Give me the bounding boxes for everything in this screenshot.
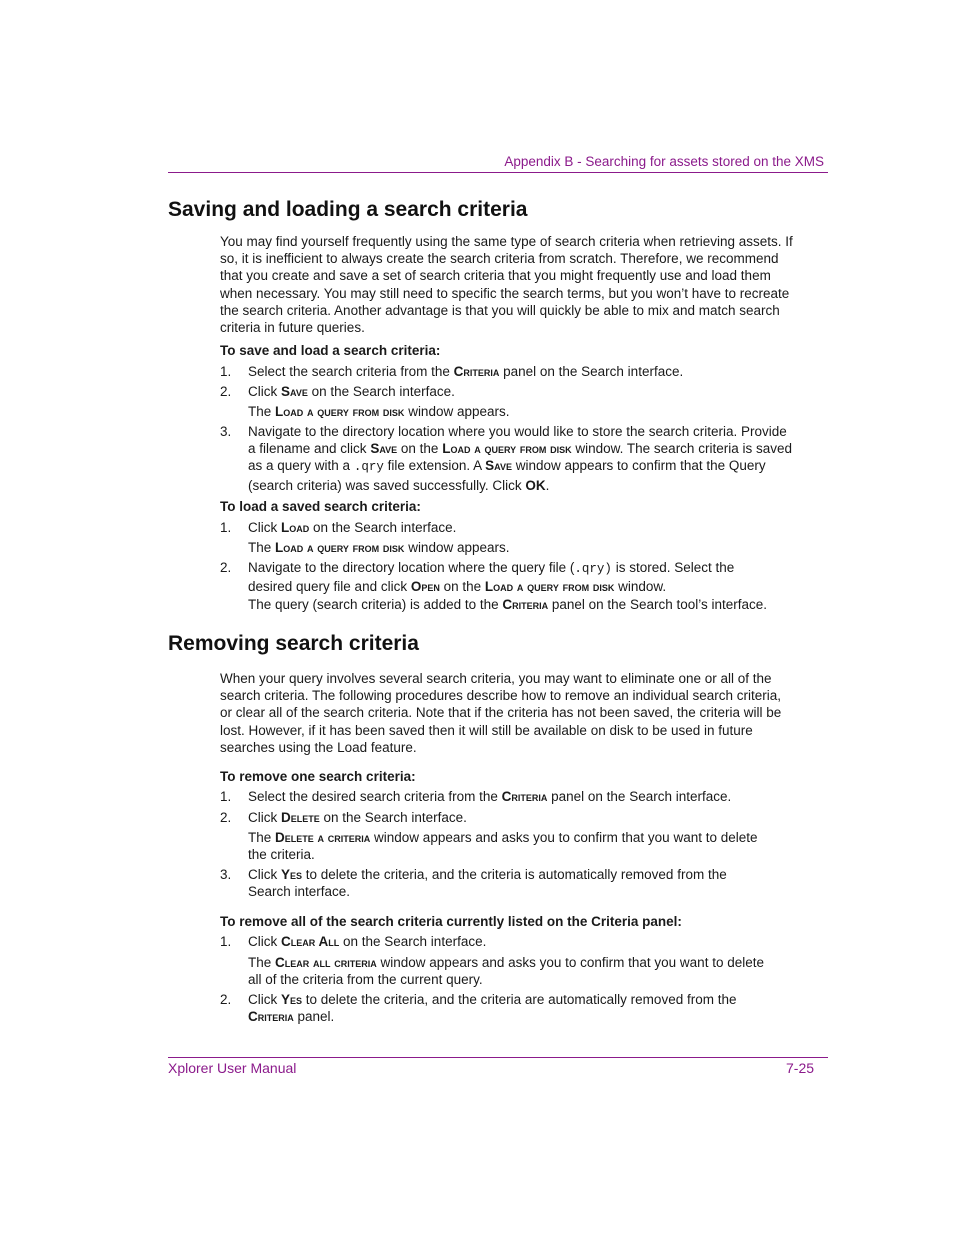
step-number: 2. <box>220 992 232 1007</box>
step-navigate-query-file: Navigate to the directory location where the query file (.qry) is stored. Select the desired query file and click Open on the Load a query from disk window. <box>248 560 735 595</box>
step-number: 2. <box>220 560 232 575</box>
section1-intro: You may find yourself frequently using the same type of search criteria when retrieving assets. If so, it is inefficient to always create the search criteria from scratch. Therefore, we recommend that you create and save a set of search criteria that you might frequently use and load them when necessary. You may still need to specific the search terms, but you won’t have to recreate the search criteria. Another advantage is that you will quickly be able to mix and match search criteria in future queries. <box>220 234 793 336</box>
section-title-removing: Removing search criteria <box>168 632 419 655</box>
footer-rule <box>168 1057 828 1058</box>
step-click-yes-remove-all: Click Yes to delete the criteria, and the criteria are automatically removed from the Criteria panel. <box>248 992 737 1025</box>
step-click-load: Click Load on the Search interface. <box>248 520 457 535</box>
section2-intro: When your query involves several search criteria, you may want to eliminate one or all of the search criteria. The following procedures describe how to remove an individual search criteria, or clear all of the search criteria. Note that if the criteria has not been saved, the criteria will be lost. However, if it has been saved then it will still be available on disk to be used in future searches using the Load feature. <box>220 671 782 755</box>
step-note-clear-window: The Clear all criteria window appears and asks you to confirm that you want to delete all of the criteria from the current query. <box>248 955 764 988</box>
step-number: 2. <box>220 810 232 825</box>
step-number: 1. <box>220 934 232 949</box>
step-click-save: Click Save on the Search interface. <box>248 384 455 399</box>
step-select-desired-criteria: Select the desired search criteria from the Criteria panel on the Search interface. <box>248 789 732 804</box>
step-number: 1. <box>220 364 232 379</box>
step-note-delete-window: The Delete a criteria window appears and asks you to confirm that you want to delete the criteria. <box>248 830 758 863</box>
step-note-load-window: The Load a query from disk window appears. <box>248 404 510 419</box>
step-select-criteria: Select the search criteria from the Criteria panel on the Search interface. <box>248 364 684 379</box>
step-note-load-window: The Load a query from disk window appears. <box>248 540 510 555</box>
step-number: 3. <box>220 424 232 439</box>
procedure-heading-remove-all: To remove all of the search criteria currently listed on the Criteria panel: <box>220 914 682 929</box>
procedure-heading-remove-one: To remove one search criteria: <box>220 769 416 784</box>
running-header: Appendix B - Searching for assets stored on the XMS <box>504 154 824 169</box>
procedure-heading-save-load: To save and load a search criteria: <box>220 343 441 358</box>
footer-manual-title: Xplorer User Manual <box>168 1060 297 1076</box>
page-number: 7-25 <box>786 1060 815 1076</box>
step-click-delete: Click Delete on the Search interface. <box>248 810 467 825</box>
section-title-saving-loading: Saving and loading a search criteria <box>168 198 528 221</box>
step-note-query-added: The query (search criteria) is added to the Criteria panel on the Search tool’s interface. <box>248 597 768 612</box>
step-click-yes: Click Yes to delete the criteria, and the criteria is automatically removed from the Search interface. <box>248 867 727 900</box>
step-number: 1. <box>220 520 232 535</box>
step-number: 3. <box>220 867 232 882</box>
procedure-heading-load-saved: To load a saved search criteria: <box>220 499 421 514</box>
step-number: 1. <box>220 789 232 804</box>
step-click-clear-all: Click Clear All on the Search interface. <box>248 934 487 949</box>
header-rule <box>168 172 828 173</box>
step-navigate-store: Navigate to the directory location where you would like to store the search criteria. Provide a filename and click Save on the Load a query from disk window. The search criteria is saved as a query with a .qry file extension. A Save window appears to confirm that the Query (search criteria) was saved successfully. Click OK. <box>248 424 792 493</box>
step-number: 2. <box>220 384 232 399</box>
